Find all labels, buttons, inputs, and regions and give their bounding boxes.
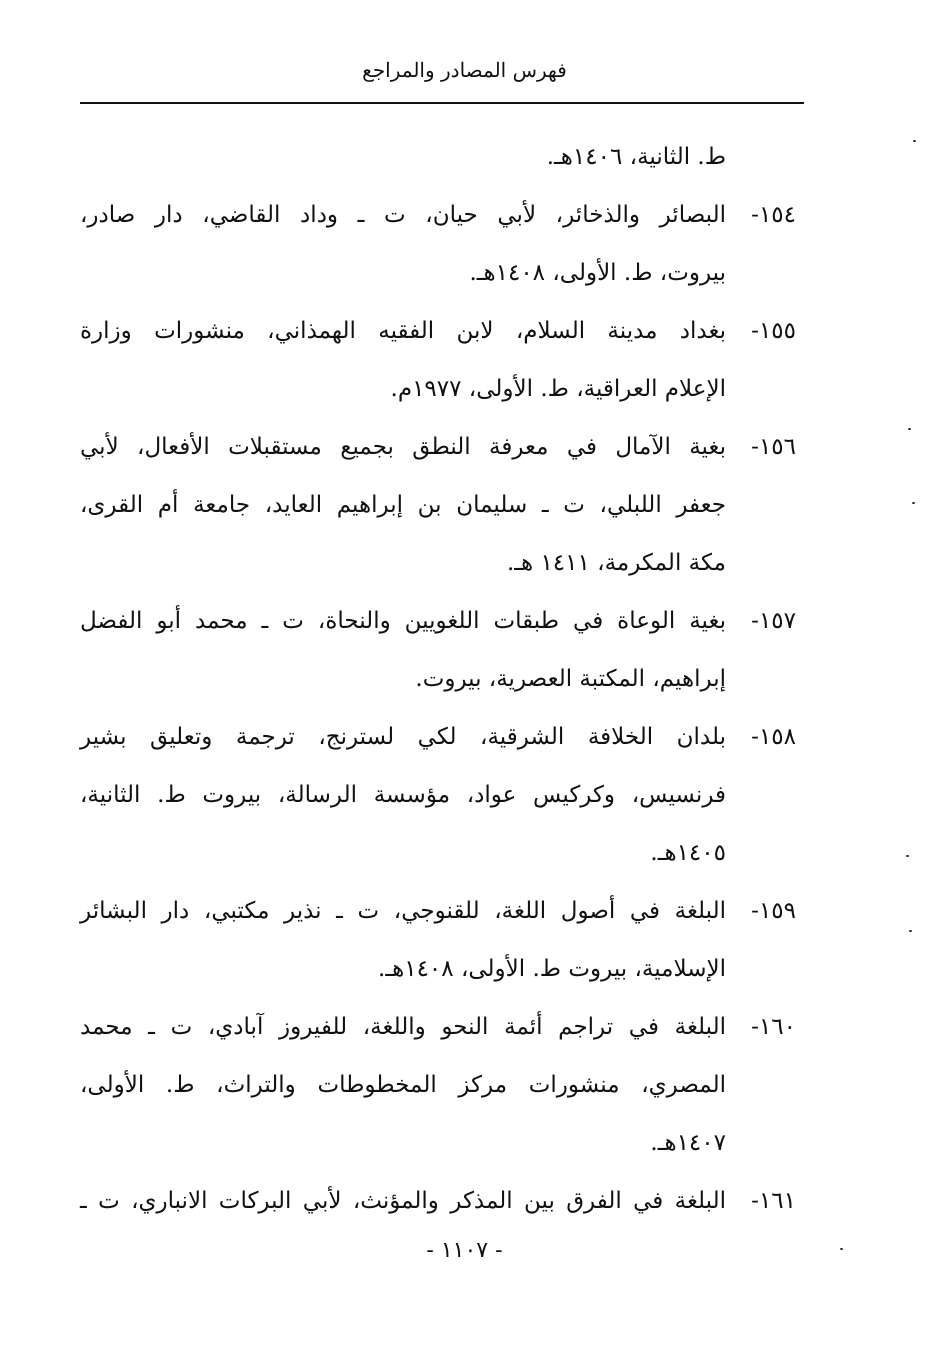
entry-line: بلدان الخلافة الشرقية، لكي لسترنج، ترجمة وتعليق بشير — [80, 724, 726, 750]
entry-line: بغية الآمال في معرفة النطق بجميع مستقبلات الأفعال، لأبي — [80, 434, 726, 460]
header-rule — [80, 102, 804, 104]
page-number: - ١١٠٧ - — [426, 1238, 503, 1263]
scan-speck — [912, 502, 915, 504]
entry-line: إبراهيم، المكتبة العصرية، بيروت. — [415, 666, 726, 692]
entry-number: ١٥٩- — [751, 898, 796, 924]
bibliography-entry — [80, 302, 796, 418]
bibliography-entry — [80, 418, 796, 592]
entry-line: الإعلام العراقية، ط. الأولى، ١٩٧٧م. — [390, 376, 726, 402]
entry-line: فرنسيس، وكركيس عواد، مؤسسة الرسالة، بيروت ط. الثانية، — [80, 782, 726, 808]
entry-number: ١٦٠- — [751, 1014, 796, 1040]
bibliography-entry — [80, 1172, 796, 1230]
running-header: فهرس المصادر والمراجع — [362, 58, 567, 82]
bibliography-entry — [80, 998, 796, 1172]
entry-line: البلغة في تراجم أئمة النحو واللغة، للفيروز آبادي، ت ـ محمد — [80, 1014, 726, 1040]
entry-number: ١٥٦- — [751, 434, 796, 460]
entry-line: البلغة في الفرق بين المذكر والمؤنث، لأبي البركات الانباري، ت ـ — [80, 1188, 726, 1214]
entry-number: ١٦١- — [751, 1188, 796, 1214]
entry-line: ١٤٠٥هـ. — [650, 840, 726, 866]
entry-line: البصائر والذخائر، لأبي حيان، ت ـ وداد القاضي، دار صادر، — [80, 202, 726, 228]
entry-line: الإسلامية، بيروت ط. الأولى، ١٤٠٨هـ. — [378, 956, 726, 982]
entry-line: مكة المكرمة، ١٤١١ هـ. — [506, 550, 726, 576]
scan-speck — [909, 930, 912, 932]
scan-speck — [906, 855, 909, 857]
bibliography-entry — [80, 882, 796, 998]
entry-number: ١٥٨- — [751, 724, 796, 750]
entry-number: ١٥٧- — [751, 608, 796, 634]
bibliography-entry — [80, 708, 796, 882]
entry-line: ١٤٠٧هـ. — [650, 1130, 726, 1156]
entry-line: البلغة في أصول اللغة، للقنوجي، ت ـ نذير مكتبي، دار البشائر — [80, 898, 726, 924]
entry-line: بغداد مدينة السلام، لابن الفقيه الهمذاني، منشورات وزارة — [80, 318, 726, 344]
entry-line: بيروت، ط. الأولى، ١٤٠٨هـ. — [469, 260, 726, 286]
entry-number: ١٥٤- — [751, 202, 796, 228]
bibliography-entry — [80, 186, 796, 302]
entry-line: المصري، منشورات مركز المخطوطات والتراث، ط. الأولى، — [80, 1072, 726, 1098]
bibliography-list — [80, 128, 796, 1230]
entry-line: بغية الوعاة في طبقات اللغويين والنحاة، ت ـ محمد أبو الفضل — [80, 608, 726, 634]
scan-speck — [840, 1248, 843, 1250]
entry-line: ط. الثانية، ١٤٠٦هـ. — [546, 144, 726, 170]
entry-line: جعفر اللبلي، ت ـ سليمان بن إبراهيم العايد، جامعة أم القرى، — [80, 492, 726, 518]
entry-number: ١٥٥- — [751, 318, 796, 344]
scan-speck — [913, 140, 916, 142]
bibliography-entry — [80, 592, 796, 708]
scan-speck — [908, 428, 911, 430]
bibliography-entry — [80, 128, 796, 186]
